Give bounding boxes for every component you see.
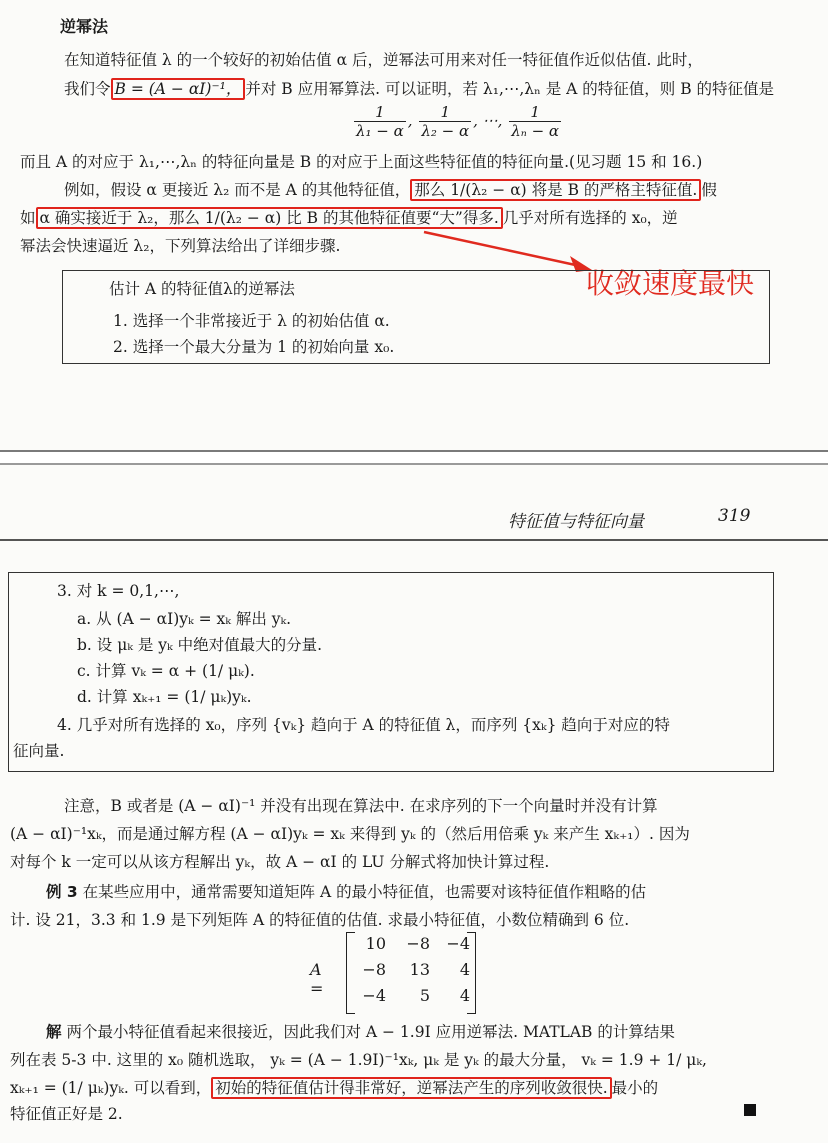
matrix-cell: 5 xyxy=(419,986,430,1005)
matrix-body xyxy=(346,932,476,1012)
algorithm-step1: 1. 选择一个非常接近于 λ 的初始估值 α. xyxy=(113,312,390,330)
algorithm-box-top xyxy=(62,270,770,364)
matrix-cell: −4 xyxy=(446,934,470,953)
highlight-b-definition: B = (A − αI)⁻¹， xyxy=(111,78,246,100)
highlight-much-larger: α 确实接近于 λ₂，那么 1/(λ₂ − α) 比 B 的其他特征值要“大”得多. xyxy=(36,207,503,229)
annotation-arrow-icon xyxy=(420,226,600,276)
algorithm-step3c: c. 计算 vₖ = α + (1/ μₖ). xyxy=(77,662,255,680)
para3-line2: 如 α 确实接近于 λ₂，那么 1/(λ₂ − α) 比 B 的其他特征值要“大”得多. 几乎对所有选择的 x₀，逆 xyxy=(20,209,678,227)
algorithm-step3b: b. 设 μₖ 是 yₖ 中绝对值最大的分量. xyxy=(77,636,323,654)
fraction-n: $\frac{1}{\text{λₙ − α}}$ xyxy=(511,103,560,140)
solution-line3: xₖ₊₁ = (1/ μₖ)yₖ. 可以看到， 初始的特征值估计得非常好，逆幂法产生的序列收敛很快. 最小的 xyxy=(10,1079,659,1097)
note-line1: 注意，B 或者是 (A − αI)⁻¹ 并没有出现在算法中. 在求序列的下一个向量时并没有计算 xyxy=(64,797,658,815)
header-rule xyxy=(0,539,828,541)
matrix-cell: 13 xyxy=(409,960,430,979)
solution-label: 解 xyxy=(46,1023,62,1041)
algorithm-title: 估计 A 的特征值λ的逆幂法 xyxy=(109,280,295,298)
top-page xyxy=(0,0,828,450)
algorithm-step2: 2. 选择一个最大分量为 1 的初始向量 x₀. xyxy=(113,338,395,356)
note-line2: (A − αI)⁻¹xₖ，而是通过解方程 (A − αI)yₖ = xₖ 来得到 yₖ 的（然后用倍乘 yₖ 来产生 xₖ₊₁）. 因为 xyxy=(10,825,690,843)
example-label: 例 3 xyxy=(46,883,78,901)
matrix-cell: −4 xyxy=(362,986,386,1005)
fraction-2: $\frac{1}{\text{λ₂ − α}}$ xyxy=(421,103,470,140)
algorithm-step4-line2: 征向量. xyxy=(13,742,65,760)
matrix-cell: 4 xyxy=(459,960,470,979)
para3-line3: 幂法会快速逼近 λ₂，下列算法给出了详细步骤. xyxy=(20,237,341,255)
para1-line1: 在知道特征值 λ 的一个较好的初始估值 α 后，逆幂法可用来对任一特征值作近似估值. 此时， xyxy=(64,51,703,69)
para3-line1: 例如，假设 α 更接近 λ₂ 而不是 A 的其他特征值， 那么 1/(λ₂ − α) 将是 B 的严格主特征值. 假 xyxy=(64,181,717,199)
algorithm-step3d: d. 计算 xₖ₊₁ = (1/ μₖ)yₖ. xyxy=(77,688,252,706)
algorithm-step3a: a. 从 (A − αI)yₖ = xₖ 解出 yₖ. xyxy=(77,610,292,628)
page-number: 319 xyxy=(718,506,751,526)
fraction-1: $\frac{1}{\text{λ₁ − α}}$ xyxy=(356,103,404,140)
highlight-fast-convergence: 初始的特征值估计得非常好，逆幂法产生的序列收敛很快. xyxy=(211,1077,611,1099)
page-divider xyxy=(0,450,828,465)
example-line1: 例 3 在某些应用中，通常需要知道矩阵 A 的最小特征值，也需要对该特征值作粗略的估 xyxy=(46,883,647,901)
eigenvalue-fractions: $\frac{1}{\text{λ₁ − α}}$ , $\frac{1}{\text{λ₂ − α}}$ , ⋯, $\frac{1}{\text{λₙ − α}}$ xyxy=(356,103,560,140)
note-line3: 对每个 k 一定可以从该方程解出 yₖ，故 A − αI 的 LU 分解式将加快计算过程. xyxy=(10,853,550,871)
running-header: 特征值与特征向量 xyxy=(508,512,644,532)
matrix-cell: 4 xyxy=(459,986,470,1005)
algorithm-step3: 3. 对 k = 0,1,⋯, xyxy=(57,582,180,600)
matrix-label: A = xyxy=(310,960,324,998)
solution-line1: 解 两个最小特征值看起来很接近，因此我们对 A − 1.9I 应用逆幂法. MATLAB 的计算结果 xyxy=(46,1023,675,1041)
matrix-cell: −8 xyxy=(406,934,430,953)
algorithm-step4-line1: 4. 几乎对所有选择的 x₀，序列 {vₖ} 趋向于 A 的特征值 λ，而序列 {xₖ} 趋向于对应的特 xyxy=(57,716,670,734)
para1-line2 xyxy=(64,77,828,101)
para2: 而且 A 的对应于 λ₁,⋯,λₙ 的特征向量是 B 的对应于上面这些特征值的特征向量.(见习题 15 和 16.) xyxy=(20,153,703,171)
algorithm-box-bottom xyxy=(8,572,774,772)
highlight-dominant-eigenvalue: 那么 1/(λ₂ − α) 将是 B 的严格主特征值. xyxy=(410,179,701,201)
matrix-cell: 10 xyxy=(365,934,386,953)
section-title: 逆幂法 xyxy=(60,17,109,36)
solution-line4: 特征值正好是 2. xyxy=(10,1105,123,1123)
qed-square-icon xyxy=(744,1104,756,1116)
para1-line2-post: 并对 B 应用幂算法. 可以证明，若 λ₁,⋯,λₙ 是 A 的特征值，则 B 的特征值是 xyxy=(245,80,775,98)
solution-line2: 列在表 5-3 中. 这里的 x₀ 随机选取， yₖ = (A − 1.9I)⁻¹xₖ, μₖ 是 yₖ 的最大分量， vₖ = 1.9 + 1/ μₖ, xyxy=(10,1051,707,1069)
matrix-cell: −8 xyxy=(362,960,386,979)
annotation-fastest-convergence: 收敛速度最快 xyxy=(586,267,755,300)
fraction-ellipsis: ⋯, xyxy=(482,111,503,130)
example-line2: 计. 设 21，3.3 和 1.9 是下列矩阵 A 的特征值的估值. 求最小特征值，小数位精确到 6 位. xyxy=(10,911,630,929)
para1-line2-pre: 我们令 xyxy=(64,80,111,98)
